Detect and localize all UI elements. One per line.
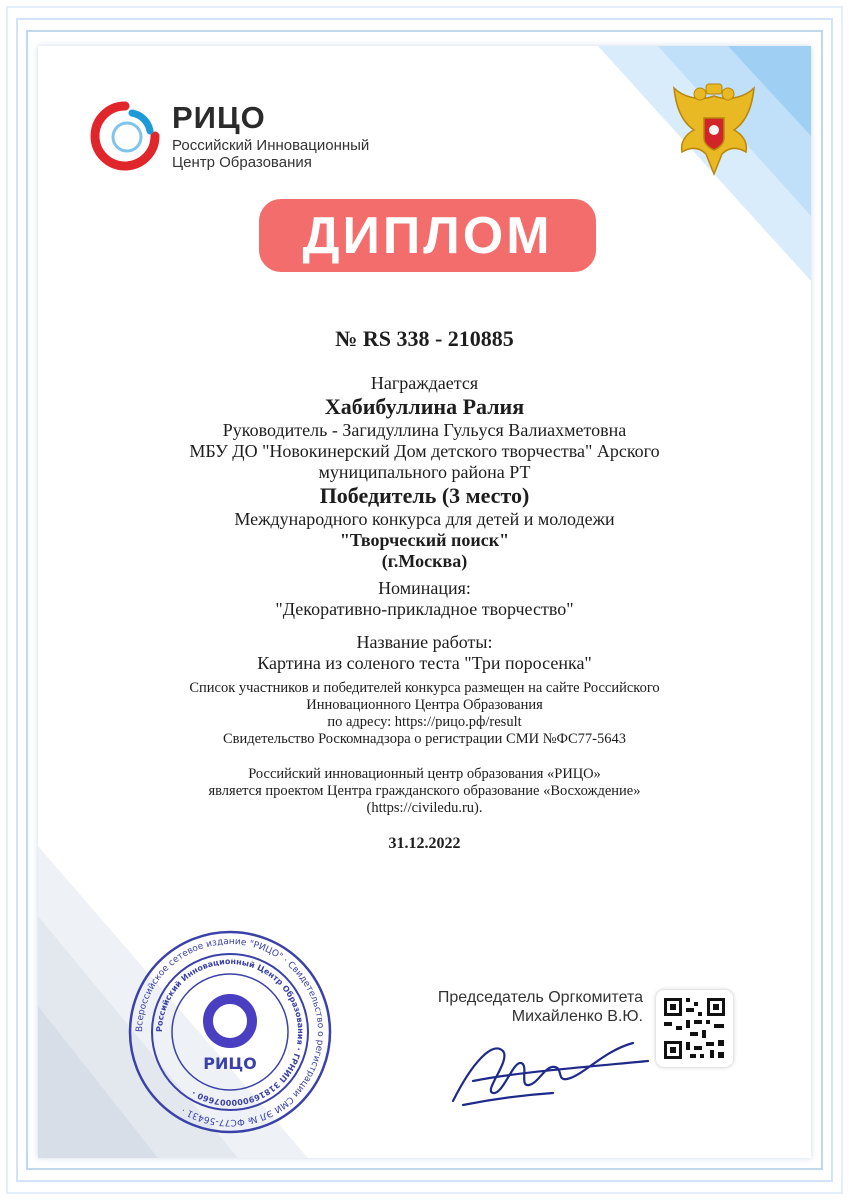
- organization-line1: МБУ ДО "Новокинерский Дом детского творчества" Арского: [189, 441, 660, 461]
- diploma-number: № RS 338 - 210885: [335, 326, 514, 351]
- signature: [433, 1021, 653, 1111]
- contest: Международного конкурса для детей и молодежи: [234, 509, 615, 529]
- stamp-center-label: РИЦО: [203, 1054, 257, 1073]
- rico-logo: [90, 101, 369, 171]
- notes-line7: (https://civiledu.ru).: [366, 800, 483, 816]
- stamp-outer-text: Всероссийское сетевое издание "РИЦО" · Свидетельство о регистрации СМИ ЭЛ № ФС77-56431 ·: [134, 936, 326, 1128]
- signatory-name: Михайленко В.Ю.: [511, 1008, 643, 1025]
- work-title: Картина из соленого теста "Три поросенка": [257, 653, 592, 673]
- notes-line6: является проектом Центра гражданского образование «Восхождение»: [208, 783, 641, 799]
- supervisor: Руководитель - Загидуллина Гульуся Валиахметовна: [222, 420, 627, 440]
- notes-line5: Российский инновационный центр образования «РИЦО»: [248, 766, 601, 782]
- awarded-label: Награждается: [370, 373, 479, 393]
- work-label: Название работы:: [356, 632, 493, 652]
- logo-subtitle-line2: Центр Образования: [172, 153, 312, 171]
- award-text: [38, 373, 811, 853]
- notes-line1: Список участников и победителей конкурса размещен на сайте Российского: [189, 680, 660, 696]
- stamp-inner-text: Российский Инновационный Центр Образования · ГРНИП 318169000007660 ·: [154, 956, 306, 1108]
- recipient-name: Хабибуллина Ралия: [324, 394, 525, 419]
- qr-code-icon: [656, 990, 733, 1067]
- organization-line2: муниципального района РТ: [318, 462, 531, 482]
- diploma-sheet: [38, 46, 811, 1158]
- notes-line4: Свидетельство Роскомнадзора о регистрации СМИ №ФС77-5643: [222, 731, 627, 747]
- logo-title: РИЦО: [172, 99, 266, 135]
- contest-city: (г.Москва): [381, 551, 468, 571]
- issue-date: 31.12.2022: [388, 835, 461, 852]
- coat-of-arms-icon: [668, 82, 760, 182]
- signatory-title: Председатель Оргкомитета: [437, 989, 643, 1006]
- svg-text:Российский Инновационный Центр: [155, 957, 305, 1107]
- notes-line3: по адресу: https://рицо.рф/result: [327, 714, 522, 730]
- diploma-badge: ДИПЛОМ: [259, 199, 596, 272]
- organization-stamp: [127, 929, 333, 1135]
- nomination-label: Номинация:: [378, 578, 471, 598]
- rico-logo-icon: [90, 101, 160, 171]
- place: Победитель (3 место): [319, 483, 530, 508]
- nomination: "Декоративно-прикладное творчество": [275, 599, 574, 619]
- notes-line2: Инновационного Центра Образования: [306, 697, 543, 713]
- logo-subtitle-line1: Российский Инновационный: [172, 136, 370, 154]
- qr-code[interactable]: [656, 990, 733, 1067]
- contest-name: "Творческий поиск": [339, 530, 510, 550]
